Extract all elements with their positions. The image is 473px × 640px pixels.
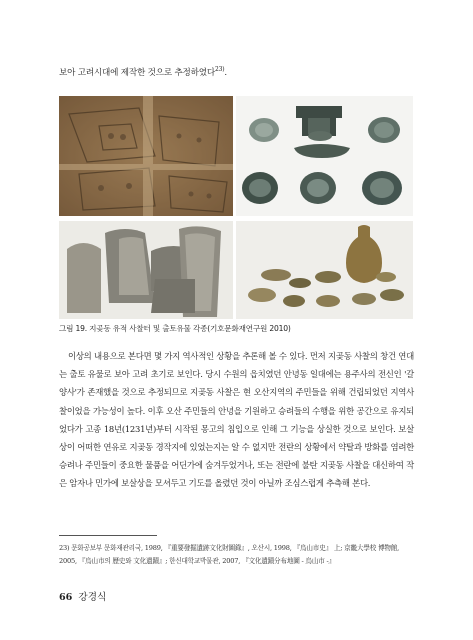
roof-tiles-image — [59, 221, 233, 319]
excavation-site-image — [59, 96, 233, 216]
ceramics-image — [236, 221, 413, 319]
page-number: 66 — [59, 592, 73, 603]
roof-tiles-photo — [59, 221, 233, 319]
body-paragraph-text: 이상의 내용으로 본다면 몇 가지 역사적인 상황을 추론해 볼 수 있다. 먼저 지곶동 사찰의 창건 연대는 출토 유물로 보아 고려 초기로 보인다. 당시 수원의 읍치였던 안녕동 일대에는 용주사의 전신인 '갈양사'가 존재했을 것으로 추정되므로 지곶동 사찰은 현 오산지역의 주민들을 위해 건립되었던 지역사찰이었을 가능성이 높다. 이후 오산 주민들의 안녕을 기원하고 승려들의 수행을 위한 공간으로 유지되었다가 고종 18년(1231년)부터 시작된 몽고의 침입으로 인해 그 기능을 상실한 것으로 보인다. 보살상이 어떠한 연유로 지곶동 경작지에 있었는지는 알 수 없지만 전란의 상황에서 약탈과 방화를 염려한 승려나 주민들이 중요한 물품을 어딘가에 숨겨두었거나, 또는 전란에 불탄 지곶동 사찰을 대신하여 작은 암자나 민가에 보살상을 모셔두고 기도를 올렸던 것이 아닐까 조심스럽게 추측해 본다. — [59, 351, 414, 489]
body-paragraph — [59, 347, 414, 493]
author-name: 강경식 — [78, 592, 107, 603]
footnote: 23) 문화공보부 문화재관리국, 1989, 『重要發掘遺跡文化財圖錄』, 오산시, 1998, 『烏山市史』 上; 京畿大學校 博物館, 2005, 『烏山市의 歷史와 文化遺蹟』; 한신대학교박물관, 2007, 『文化遺蹟分布地圖 - 烏山市 -』 — [59, 544, 400, 565]
footnote-divider — [59, 535, 157, 536]
figure-caption: 그림 19. 지곶동 유적 사찰터 및 출토유물 각종(기호문화재연구원 2010) — [59, 324, 291, 333]
footnote-ref: 23) — [214, 66, 225, 74]
page-folio — [59, 589, 106, 603]
ceramics-photo — [236, 221, 413, 319]
bronze-artifacts-image — [236, 96, 413, 216]
top-line-text: 보아 고려시대에 제작한 것으로 추정하였다$^{23)}$. — [59, 66, 227, 78]
bronze-artifacts-photo — [236, 96, 413, 216]
excavation-site-photo — [59, 96, 233, 216]
